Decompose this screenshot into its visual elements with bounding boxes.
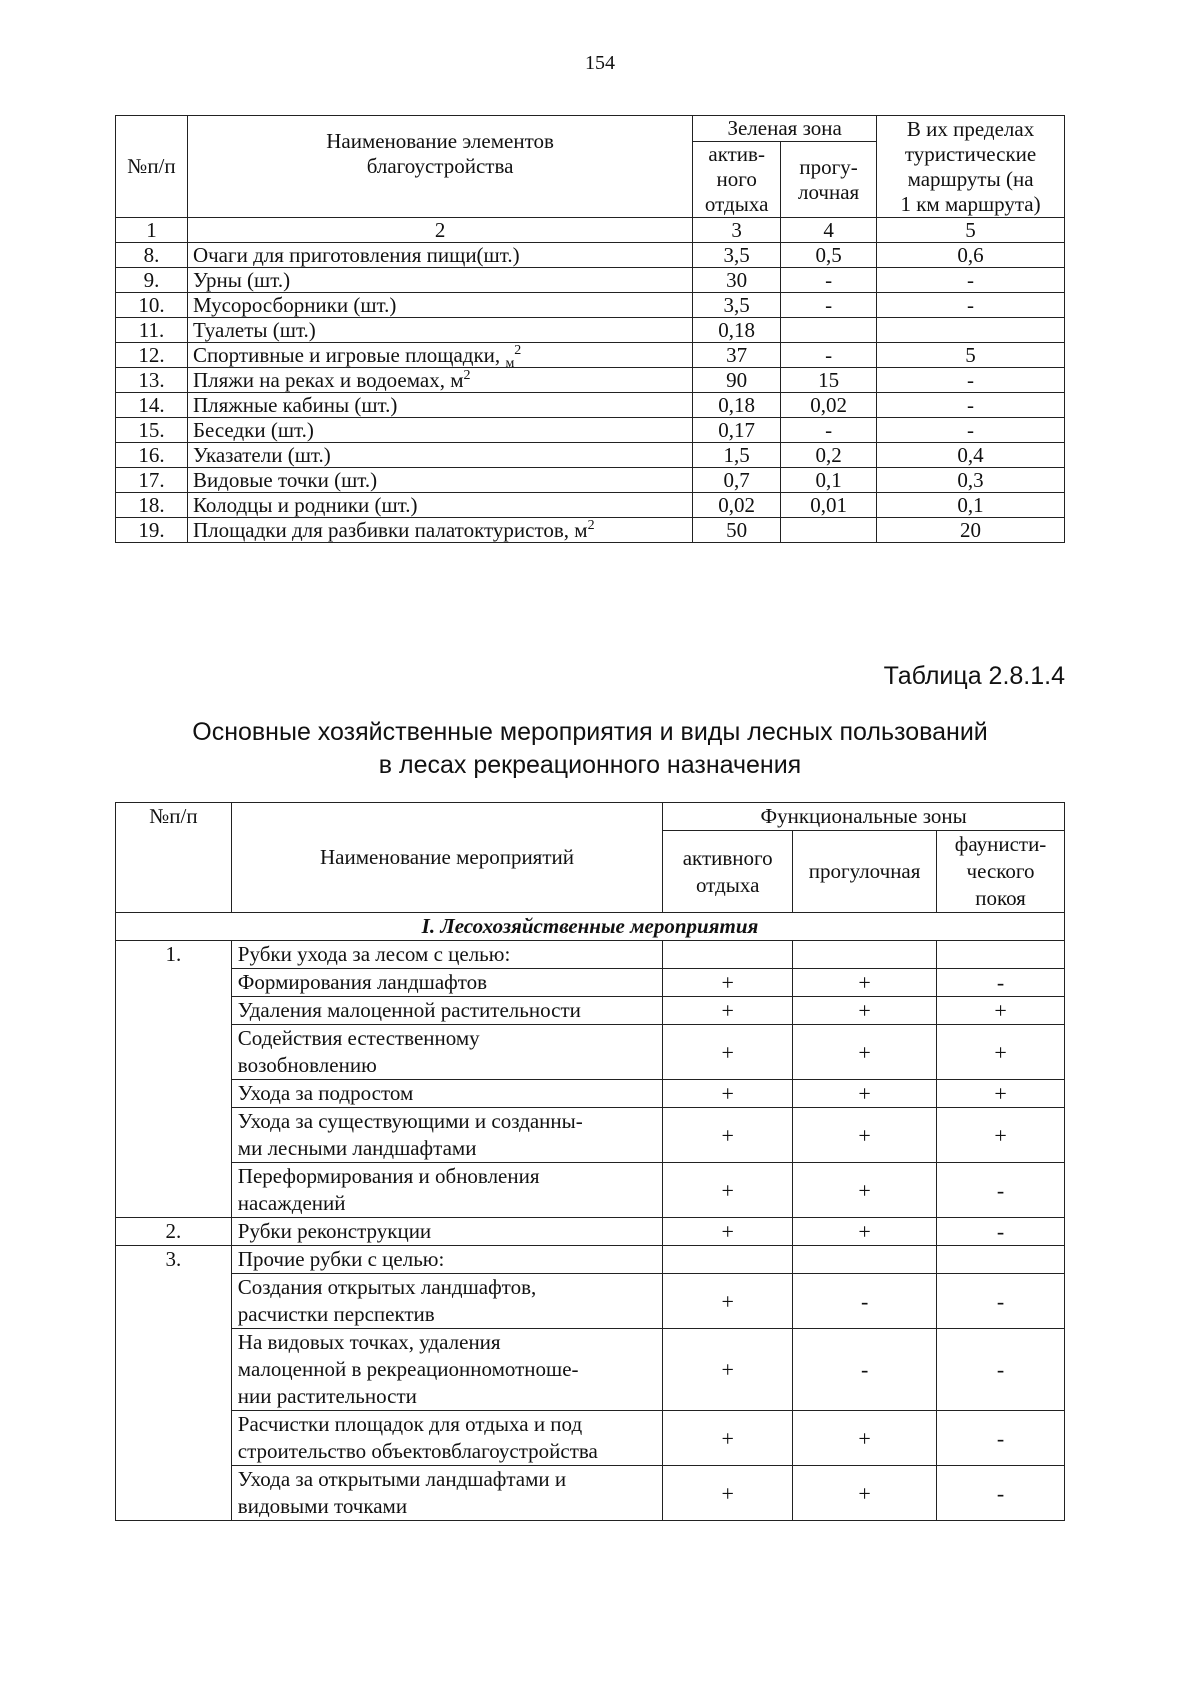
t1-header-num: №п/п — [116, 116, 188, 218]
table1-row — [116, 293, 1065, 318]
table1-header-row — [116, 116, 1065, 142]
t2-header-num: №п/п — [116, 803, 232, 913]
t1-cell-active: 3,5 — [693, 293, 781, 318]
t2-row — [116, 1025, 1065, 1080]
t1-cell-active: 3,5 — [693, 243, 781, 268]
t1-cell-active: 90 — [693, 368, 781, 393]
t1-cell-walk: - — [781, 418, 877, 443]
t2-mark-fauna: + — [937, 1108, 1065, 1163]
t2-header-walk: прогулочная — [793, 831, 937, 913]
t2-mark-walk: + — [793, 1218, 937, 1246]
forestry-measures-table — [115, 802, 1065, 1521]
t2-mark-fauna: - — [937, 1411, 1065, 1466]
table1-row — [116, 368, 1065, 393]
t1-cell-walk: 0,5 — [781, 243, 877, 268]
t1-row-name: Площадки для разбивки палатоктуристов, $м^2$ — [187, 518, 692, 543]
t1-cell-active: 37 — [693, 343, 781, 368]
t2-row — [116, 969, 1065, 997]
t1-colnum: 4 — [781, 218, 877, 243]
t1-row-name: Пляжи на реках и водоемах, $м^2$ — [187, 368, 692, 393]
t1-cell-within — [877, 318, 1065, 343]
t2-mark-walk: + — [793, 969, 937, 997]
t1-row-num: 15. — [116, 418, 188, 443]
t2-mark-walk: + — [793, 1108, 937, 1163]
t2-mark-active: + — [663, 1466, 793, 1521]
t1-row-num: 18. — [116, 493, 188, 518]
t1-cell-active: 50 — [693, 518, 781, 543]
t2-row-name: На видовых точках, удаления малоценной в рекреационномотноше- нии растительности — [231, 1329, 662, 1411]
t1-row-num: 12. — [116, 343, 188, 368]
t2-header-name: Наименование мероприятий — [231, 803, 662, 913]
t2-row — [116, 1246, 1065, 1274]
table1-row — [116, 518, 1065, 543]
t1-cell-within: 0,6 — [877, 243, 1065, 268]
t1-header-within: В их пределах туристические маршруты (на 1 км маршрута) — [877, 116, 1065, 218]
t2-row — [116, 941, 1065, 969]
t2-mark-fauna: + — [937, 1025, 1065, 1080]
table1-row — [116, 268, 1065, 293]
t1-row-num: 9. — [116, 268, 188, 293]
t1-cell-walk: 0,02 — [781, 393, 877, 418]
table1-row — [116, 418, 1065, 443]
table1-row — [116, 468, 1065, 493]
t2-row-name: Рубки реконструкции — [231, 1218, 662, 1246]
t2-row-name: Ухода за существующими и созданны- ми лесными ландшафтами — [231, 1108, 662, 1163]
t2-row — [116, 1411, 1065, 1466]
t2-section-title: I. Лесохозяйственные мероприятия — [116, 913, 1065, 941]
t2-mark-walk: + — [793, 1080, 937, 1108]
t2-row-name: Рубки ухода за лесом с целью: — [231, 941, 662, 969]
t2-row-name: Формирования ландшафтов — [231, 969, 662, 997]
t1-row-num: 17. — [116, 468, 188, 493]
t2-section-row — [116, 913, 1065, 941]
t2-row-name: Ухода за открытыми ландшафтами и видовыми точками — [231, 1466, 662, 1521]
t2-row — [116, 1163, 1065, 1218]
table1-row — [116, 343, 1065, 368]
t1-colnum: 2 — [187, 218, 692, 243]
t1-cell-walk — [781, 518, 877, 543]
t1-cell-walk — [781, 318, 877, 343]
t2-mark-active: + — [663, 1025, 793, 1080]
t1-cell-within: - — [877, 293, 1065, 318]
t1-cell-within: 0,3 — [877, 468, 1065, 493]
t2-mark-active: + — [663, 1274, 793, 1329]
t1-row-num: 19. — [116, 518, 188, 543]
t1-row-num: 8. — [116, 243, 188, 268]
t2-mark-fauna: - — [937, 969, 1065, 997]
t1-header-name: Наименование элементов благоустройства — [187, 116, 692, 218]
t2-row-name: Переформирования и обновления насаждений — [231, 1163, 662, 1218]
t1-row-num: 11. — [116, 318, 188, 343]
t2-mark-active: + — [663, 969, 793, 997]
t1-cell-walk: 0,01 — [781, 493, 877, 518]
t1-cell-walk: 15 — [781, 368, 877, 393]
t1-colnum: 5 — [877, 218, 1065, 243]
t1-row-name: Урны (шт.) — [187, 268, 692, 293]
t1-cell-walk: 0,2 — [781, 443, 877, 468]
t2-mark-walk: + — [793, 1466, 937, 1521]
table1-row — [116, 393, 1065, 418]
t1-cell-walk: 0,1 — [781, 468, 877, 493]
t2-row — [116, 997, 1065, 1025]
t1-cell-walk: - — [781, 293, 877, 318]
t2-row-name: Содействия естественному возобновлению — [231, 1025, 662, 1080]
t2-row — [116, 1218, 1065, 1246]
t2-mark-active: + — [663, 1108, 793, 1163]
t2-mark-fauna: - — [937, 1274, 1065, 1329]
t2-row-num: 3. — [116, 1246, 232, 1521]
t1-colnum: 1 — [116, 218, 188, 243]
t2-mark-fauna: - — [937, 1466, 1065, 1521]
t1-row-name: Спортивные и игровые площадки, $_м^2$ — [187, 343, 692, 368]
t1-row-name: Очаги для приготовления пищи(шт.) — [187, 243, 692, 268]
t2-header-fauna: фаунисти- ческого покоя — [937, 831, 1065, 913]
t1-cell-active: 1,5 — [693, 443, 781, 468]
t1-cell-within: - — [877, 393, 1065, 418]
table-caption: Таблица 2.8.1.4 — [883, 662, 1065, 690]
t2-mark-fauna: - — [937, 1218, 1065, 1246]
t1-header-green-zone: Зеленая зона — [693, 116, 877, 142]
t2-row-num: 1. — [116, 941, 232, 1218]
t1-cell-within: - — [877, 268, 1065, 293]
t2-mark-fauna: - — [937, 1329, 1065, 1411]
t2-header-active: активного отдыха — [663, 831, 793, 913]
table1-column-numbers-row — [116, 218, 1065, 243]
t1-cell-active: 0,18 — [693, 318, 781, 343]
t2-mark-fauna: - — [937, 1163, 1065, 1218]
t2-mark-active: + — [663, 1080, 793, 1108]
t1-cell-walk: - — [781, 343, 877, 368]
t1-row-num: 14. — [116, 393, 188, 418]
table1-row — [116, 443, 1065, 468]
t1-row-num: 16. — [116, 443, 188, 468]
t2-mark-fauna: + — [937, 1080, 1065, 1108]
t2-mark-walk: - — [793, 1329, 937, 1411]
t2-mark-active: + — [663, 997, 793, 1025]
t2-row-name: Удаления малоценной растительности — [231, 997, 662, 1025]
t2-row — [116, 1329, 1065, 1411]
t1-cell-active: 0,17 — [693, 418, 781, 443]
t1-cell-within: - — [877, 368, 1065, 393]
t2-mark-walk: + — [793, 1025, 937, 1080]
table2-header-row — [116, 803, 1065, 831]
t1-cell-within: 20 — [877, 518, 1065, 543]
t1-row-name: Туалеты (шт.) — [187, 318, 692, 343]
t2-mark-walk: + — [793, 997, 937, 1025]
t1-cell-active: 0,02 — [693, 493, 781, 518]
t1-row-num: 10. — [116, 293, 188, 318]
t1-cell-active: 0,7 — [693, 468, 781, 493]
t2-mark-active: + — [663, 1218, 793, 1246]
t2-mark-walk: - — [793, 1274, 937, 1329]
t2-row — [116, 1274, 1065, 1329]
t2-header-zones: Функциональные зоны — [663, 803, 1065, 831]
t2-row-name: Создания открытых ландшафтов, расчистки перспектив — [231, 1274, 662, 1329]
table1-body — [116, 243, 1065, 543]
t1-row-name: Колодцы и родники (шт.) — [187, 493, 692, 518]
t1-cell-within: - — [877, 418, 1065, 443]
t1-row-name: Беседки (шт.) — [187, 418, 692, 443]
table-title: Основные хозяйственные мероприятия и виды лесных пользований в лесах рекреационного назначения — [192, 718, 988, 779]
t2-row-num: 2. — [116, 1218, 232, 1246]
t2-mark-walk: + — [793, 1411, 937, 1466]
t2-row — [116, 1466, 1065, 1521]
t2-mark-fauna: + — [937, 997, 1065, 1025]
t2-row — [116, 1108, 1065, 1163]
t1-row-name: Видовые точки (шт.) — [187, 468, 692, 493]
t1-cell-active: 30 — [693, 268, 781, 293]
t1-row-num: 13. — [116, 368, 188, 393]
t1-header-walk: прогу- лочная — [781, 142, 877, 218]
t2-mark-active: + — [663, 1329, 793, 1411]
t1-row-name: Указатели (шт.) — [187, 443, 692, 468]
t1-header-active: актив- ного отдыха — [693, 142, 781, 218]
amenities-norms-table — [115, 115, 1065, 543]
t1-cell-active: 0,18 — [693, 393, 781, 418]
t1-row-name: Пляжные кабины (шт.) — [187, 393, 692, 418]
t2-mark-walk: + — [793, 1163, 937, 1218]
t2-row-name: Ухода за подростом — [231, 1080, 662, 1108]
table1-row — [116, 318, 1065, 343]
table1-row — [116, 243, 1065, 268]
t1-cell-within: 0,1 — [877, 493, 1065, 518]
t1-colnum: 3 — [693, 218, 781, 243]
table1-row — [116, 493, 1065, 518]
page-number: 154 — [585, 52, 615, 74]
t2-mark-active: + — [663, 1411, 793, 1466]
t2-row-name: Расчистки площадок для отдыха и под строительство объектовблагоустройства — [231, 1411, 662, 1466]
t1-cell-within: 5 — [877, 343, 1065, 368]
t2-row-name: Прочие рубки с целью: — [231, 1246, 662, 1274]
t1-row-name: Мусоросборники (шт.) — [187, 293, 692, 318]
t1-cell-walk: - — [781, 268, 877, 293]
t2-row — [116, 1080, 1065, 1108]
t2-mark-active: + — [663, 1163, 793, 1218]
t1-cell-within: 0,4 — [877, 443, 1065, 468]
